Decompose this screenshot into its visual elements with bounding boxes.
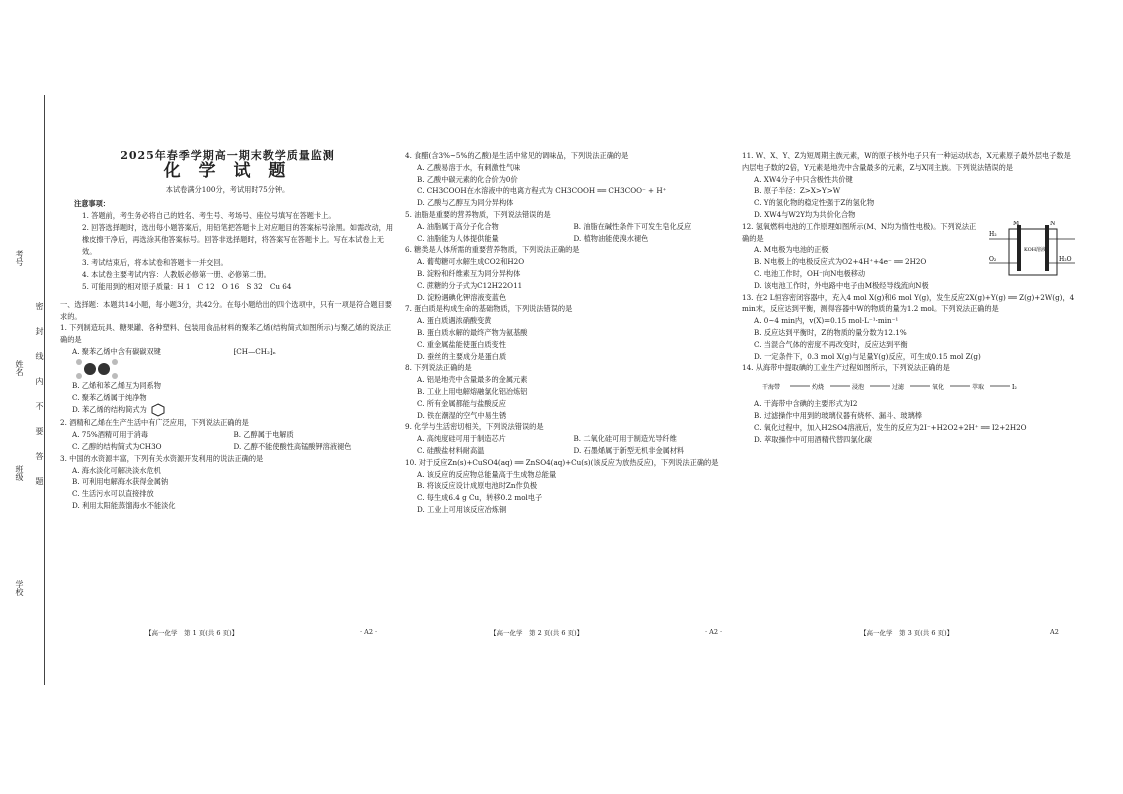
binding-char: 封 bbox=[35, 327, 44, 335]
flow-node: 灼烧 bbox=[811, 384, 824, 392]
exam-meta: 本试卷满分100分，考试用时75分钟。 bbox=[165, 184, 290, 194]
question-10 bbox=[405, 457, 730, 516]
question-14 bbox=[742, 362, 1077, 445]
question-stem: 1. 下列制造玩具、糖果罐、各种塑料、包装用食品材料的聚苯乙烯(结构简式如图所示)与聚乙烯的说法正确的是 bbox=[60, 323, 392, 345]
notes-heading: 注意事项： bbox=[74, 199, 110, 209]
note-item: 3. 考试结束后，将本试卷和答题卡一并交回。 bbox=[82, 258, 228, 268]
cell-label-m: M bbox=[1013, 220, 1020, 227]
question-stem: 12. 氢氧燃料电池的工作原理如图所示(M、N均为惰性电极)。下列说法正确的是 bbox=[742, 221, 977, 243]
binding-label-class: 班级 bbox=[15, 465, 24, 481]
option-a: A. 乙酸易溶于水，有刺激性气味 bbox=[417, 162, 521, 172]
cell-label-h2o: H₂O bbox=[1059, 255, 1072, 263]
binding-label-school: 学校 bbox=[15, 580, 24, 596]
question-2 bbox=[60, 417, 395, 452]
option-b: B. 二氧化硅可用于制造光导纤维 bbox=[573, 434, 677, 444]
fuel-cell-diagram bbox=[987, 221, 1077, 281]
flow-node: 萃取 bbox=[971, 384, 984, 392]
option-b: B. N电极上的电极反应式为O2+4H⁺+4e⁻ ══ 2H2O bbox=[754, 257, 927, 267]
option-b: B. 乙酸中碳元素的化合价为0价 bbox=[417, 174, 518, 184]
option-b: B. 淀粉和纤维素互为同分异构体 bbox=[417, 268, 521, 278]
question-5 bbox=[405, 209, 730, 244]
option-c: C. 生活污水可以直接排放 bbox=[72, 489, 154, 499]
binding-label-examno: 考号 bbox=[15, 250, 24, 266]
flow-node: 浸泡 bbox=[851, 384, 864, 392]
option-d: D. 苯乙烯的结构简式为 bbox=[72, 405, 147, 415]
question-4 bbox=[405, 150, 730, 209]
option-b: B. 可利用电解海水获得金属钠 bbox=[72, 477, 169, 487]
option-b: B. 过滤操作中用到的玻璃仪器有烧杯、漏斗、玻璃棒 bbox=[754, 410, 922, 420]
option-a: A. 铝是地壳中含量最多的金属元素 bbox=[417, 375, 528, 385]
option-d: D. 一定条件下，0.3 mol X(g)与足量Y(g)反应，可生成0.15 mol Z(g) bbox=[754, 351, 981, 361]
flow-node: 过滤 bbox=[891, 384, 904, 392]
question-12 bbox=[742, 221, 1077, 292]
page-footer-code: · A2 · bbox=[360, 628, 378, 636]
note-item: 4. 本试卷主要考试内容：人教版必修第一册、必修第二册。 bbox=[82, 270, 271, 280]
option-d: D. 工业上可用该反应冶炼铜 bbox=[417, 504, 507, 514]
question-3 bbox=[60, 453, 395, 512]
polystyrene-formula: ⁅CH—CH₂⁆ₙ bbox=[233, 346, 276, 356]
page-footer-code: · A2 · bbox=[705, 628, 723, 636]
option-c: C. 所有金属都能与盐酸反应 bbox=[417, 398, 506, 408]
question-7 bbox=[405, 303, 730, 362]
option-c: C. 蔗糖的分子式为C12H22O11 bbox=[417, 280, 523, 290]
benzene-ring-icon bbox=[151, 403, 165, 417]
question-6 bbox=[405, 244, 730, 303]
binding-char: 不 bbox=[35, 402, 44, 410]
exam-title: 2025年春季学期高一期末教学质量监测 bbox=[120, 149, 335, 162]
cell-label-o2: O₂ bbox=[989, 255, 997, 263]
option-c: C. 乙醇的结构简式为CH3O bbox=[72, 441, 162, 451]
question-stem: 5. 油脂是重要的营养物质，下列说法错误的是 bbox=[405, 209, 551, 219]
question-1 bbox=[60, 322, 395, 417]
ethylene-ball-model bbox=[72, 358, 122, 380]
cell-label-h2: H₂ bbox=[989, 230, 997, 238]
option-d: D. 萃取操作中可用酒精代替四氯化碳 bbox=[754, 434, 872, 444]
binding-char: 密 bbox=[35, 302, 44, 310]
binding-char: 答 bbox=[35, 452, 44, 460]
binding-char: 内 bbox=[35, 377, 44, 385]
page-footer-code: A2 bbox=[1050, 628, 1059, 636]
subject-title: 化 学 试 题 bbox=[163, 160, 292, 181]
flow-node: I₂ bbox=[1011, 384, 1017, 392]
option-a: A. M电极为电池的正极 bbox=[754, 245, 829, 255]
option-b: B. 工业上用电解熔融氯化铝冶炼铝 bbox=[417, 386, 528, 396]
cell-label-n: N bbox=[1050, 220, 1056, 227]
binding-char: 题 bbox=[35, 477, 44, 485]
option-d: D. 铁在潮湿的空气中易生锈 bbox=[417, 410, 507, 420]
option-b: B. 乙烯和苯乙烯互为同系物 bbox=[72, 380, 161, 390]
section-heading: 一、选择题：本题共14小题，每小题3分，共42分。在每小题给出的四个选项中，只有一项是符合题目要求的。 bbox=[60, 299, 392, 321]
option-c: C. CH3COOH在水溶液中的电离方程式为 CH3COOH ══ CH3COO⁻ + H⁺ bbox=[417, 186, 667, 196]
cell-label-electrolyte: KOH溶液 bbox=[1024, 246, 1047, 253]
question-8 bbox=[405, 362, 730, 421]
flow-node: 干海带 bbox=[761, 384, 780, 392]
option-a: A. XW4分子中只含极性共价键 bbox=[754, 174, 853, 184]
option-a: A. 聚苯乙烯中含有碳碳双键 bbox=[72, 346, 161, 356]
option-c: C. 油脂能为人体提供能量 bbox=[417, 233, 499, 243]
page-footer-2: 【高一化学 第 2 页(共 6 页)】 bbox=[490, 629, 584, 637]
option-d: D. 淀粉遇碘化钾溶液变蓝色 bbox=[417, 292, 507, 302]
question-stem: 3. 中国的水资源丰富，下列有关水资源开发利用的说法正确的是 bbox=[60, 453, 264, 463]
page-column-1 bbox=[60, 130, 395, 512]
flow-node: 氧化 bbox=[931, 384, 944, 392]
option-c: C. 硅酸盐材料耐高温 bbox=[417, 445, 485, 455]
question-stem: 8. 下列说法正确的是 bbox=[405, 363, 472, 373]
option-b: B. 油脂在碱性条件下可发生皂化反应 bbox=[573, 221, 692, 231]
question-11 bbox=[742, 150, 1077, 221]
option-c: C. 聚苯乙烯属于纯净物 bbox=[72, 392, 147, 402]
question-stem: 9. 化学与生活密切相关，下列说法错误的是 bbox=[405, 422, 544, 432]
option-c: C. 氧化过程中，加入H2SO4溶液后，发生的反应为2I⁻+H2O2+2H⁺ ══ I2+2H2O bbox=[754, 422, 1027, 432]
option-a: A. 干海带中含碘的主要形式为I2 bbox=[754, 399, 858, 409]
binding-margin bbox=[0, 0, 60, 794]
question-stem: 4. 食醋(含3%~5%的乙酸)是生活中常见的调味品，下列说法正确的是 bbox=[405, 151, 629, 160]
binding-char: 线 bbox=[35, 352, 44, 360]
option-d: D. 乙醇不能使酸性高锰酸钾溶液褪色 bbox=[233, 441, 352, 451]
option-d: D. 石墨烯属于新型无机非金属材料 bbox=[573, 445, 685, 455]
note-item: 5. 可能用到的相对原子质量：H 1 C 12 O 16 S 32 Cu 64 bbox=[82, 281, 292, 291]
option-b: B. 蛋白质水解的最终产物为氨基酸 bbox=[417, 327, 528, 337]
binding-line bbox=[44, 95, 45, 685]
page-footer-3: 【高一化学 第 3 页(共 6 页)】 bbox=[860, 629, 954, 637]
page-column-2 bbox=[405, 150, 730, 516]
page-footer-1: 【高一化学 第 1 页(共 6 页)】 bbox=[145, 629, 239, 637]
option-a: A. 海水淡化可解决淡水危机 bbox=[72, 465, 161, 475]
option-b: B. 将该反应设计成原电池时Zn作负极 bbox=[417, 481, 538, 491]
question-stem: 14. 从海带中提取碘的工业生产过程如图所示，下列说法正确的是 bbox=[742, 363, 950, 373]
question-stem: 7. 蛋白质是构成生命的基础物质，下列说法错误的是 bbox=[405, 304, 573, 314]
question-stem: 6. 糖类是人体所需的重要营养物质，下列说法正确的是 bbox=[405, 245, 580, 255]
question-13 bbox=[742, 292, 1077, 363]
option-d: D. XW4与W2Y均为共价化合物 bbox=[754, 209, 856, 219]
note-item: 1. 答题前，考生务必将自己的姓名、考生号、考场号、座位号填写在答题卡上。 bbox=[82, 211, 336, 221]
option-c: C. 电池工作时，OH⁻向N电极移动 bbox=[754, 268, 866, 278]
option-a: A. 葡萄糖可水解生成CO2和H2O bbox=[417, 257, 525, 267]
question-stem: 2. 酒精和乙烯在生产生活中有广泛应用，下列说法正确的是 bbox=[60, 418, 249, 428]
binding-char: 要 bbox=[35, 427, 44, 435]
option-c: C. 当混合气体的密度不再改变时，反应达到平衡 bbox=[754, 339, 908, 349]
option-b: B. 原子半径：Z>X>Y>W bbox=[754, 186, 841, 196]
option-a: A. 该反应的反应物总能量高于生成物总能量 bbox=[417, 469, 557, 479]
option-d: D. 乙酸与乙醇互为同分异构体 bbox=[417, 198, 514, 208]
option-c: C. 每生成6.4 g Cu，转移0.2 mol电子 bbox=[417, 493, 543, 503]
iodine-extraction-flowchart bbox=[760, 374, 1060, 398]
option-a: A. 油脂属于高分子化合物 bbox=[417, 221, 499, 231]
binding-label-name: 姓名 bbox=[15, 360, 24, 376]
option-a: A. 0~4 min内，v(X)=0.15 mol·L⁻¹·min⁻¹ bbox=[754, 316, 899, 326]
option-d: D. 植物油能使溴水褪色 bbox=[573, 233, 649, 243]
note-item: 2. 回答选择题时，选出每小题答案后，用铅笔把答题卡上对应题目的答案标号涂黑。如需改动，用橡皮擦干净后，再选涂其他答案标号。回答非选择题时，将答案写在答题卡上。写在本试卷上无效。 bbox=[82, 222, 394, 256]
question-9 bbox=[405, 421, 730, 456]
page-column-3 bbox=[742, 150, 1077, 445]
option-d: D. 该电池工作时，外电路中电子由M极经导线流向N极 bbox=[754, 280, 929, 290]
option-a: A. 蛋白质遇浓硝酸变黄 bbox=[417, 316, 492, 326]
option-c: C. Y的氢化物的稳定性强于Z的氢化物 bbox=[754, 198, 875, 208]
option-a: A. 75%酒精可用于消毒 bbox=[72, 430, 149, 440]
option-d: D. 利用太阳能蒸馏海水不能淡化 bbox=[72, 500, 176, 510]
option-b: B. 乙醇属于电解质 bbox=[233, 430, 294, 440]
question-stem: 13. 在2 L恒容密闭容器中，充入4 mol X(g)和6 mol Y(g)，发生反应2X(g)+Y(g) ══ Z(g)+2W(g)，4 min末，反应达到平衡，测得容器中W的物质的量为1.2 mol。下列说法正确的是 bbox=[742, 292, 1075, 314]
option-b: B. 反应达到平衡时，Z的物质的量分数为12.1% bbox=[754, 327, 907, 337]
question-stem: 11. W、X、Y、Z为短周期主族元素，W的原子核外电子只有一种运动状态，X元素原子最外层电子数是内层电子数的2倍，Y元素是地壳中含量最多的元素，Z与X同主族。下列说法错误的是 bbox=[742, 151, 1071, 172]
option-c: C. 重金属盐能使蛋白质变性 bbox=[417, 339, 506, 349]
question-stem: 10. 对于反应Zn(s)+CuSO4(aq) ══ ZnSO4(aq)+Cu(s)(该反应为放热反应)，下列说法正确的是 bbox=[405, 457, 719, 467]
option-a: A. 高纯度硅可用于制造芯片 bbox=[417, 434, 506, 444]
option-d: D. 蚕丝的主要成分是蛋白质 bbox=[417, 351, 507, 361]
